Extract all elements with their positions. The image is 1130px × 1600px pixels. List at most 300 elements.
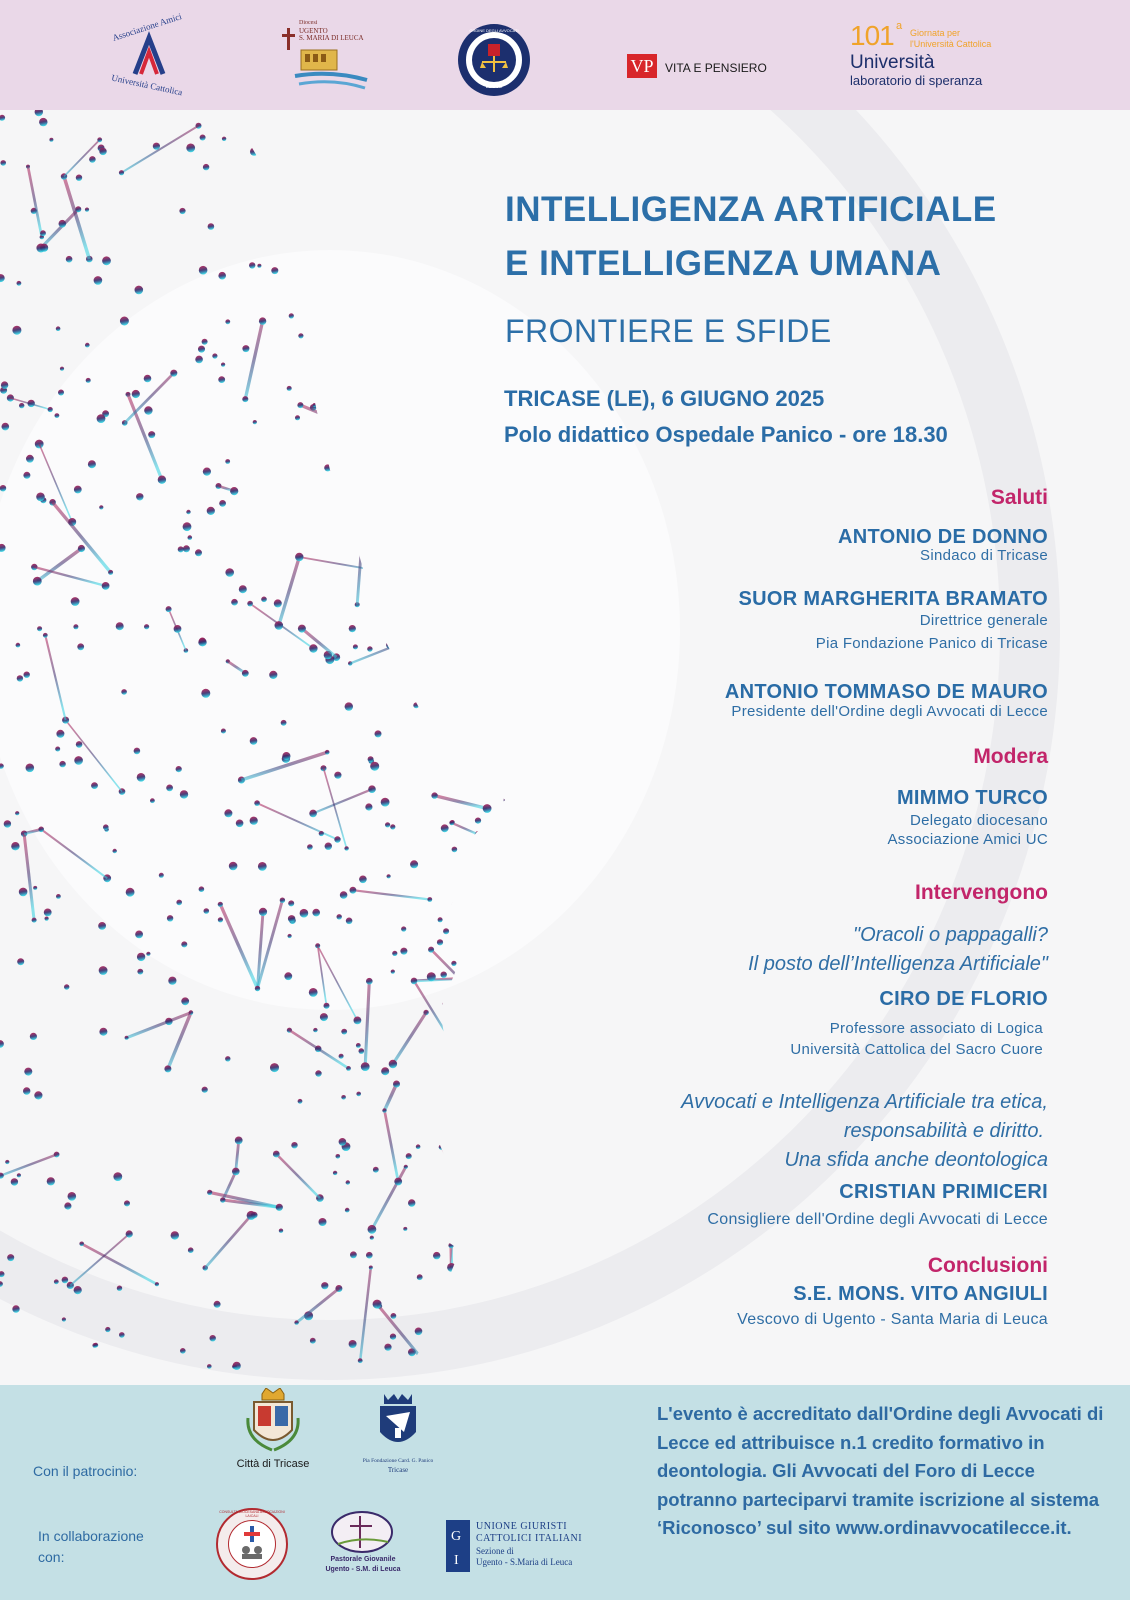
network-link	[471, 959, 490, 1019]
network-node	[401, 120, 406, 125]
network-node	[16, 643, 21, 648]
giornata-universita-logo	[850, 20, 1020, 90]
network-node	[273, 1151, 280, 1158]
network-node	[460, 418, 467, 425]
network-node	[198, 346, 205, 353]
network-node	[478, 1217, 482, 1221]
network-link	[41, 209, 78, 248]
network-node	[99, 505, 103, 509]
network-node	[469, 132, 477, 140]
network-node	[288, 900, 294, 906]
network-node	[341, 1095, 346, 1100]
network-link	[299, 557, 386, 572]
network-node	[346, 1180, 350, 1184]
network-link	[349, 264, 409, 329]
network-node	[88, 460, 96, 468]
network-node	[385, 822, 390, 827]
network-node	[368, 1225, 377, 1234]
amici-uc-line2: Università Cattolica	[110, 72, 184, 98]
network-node	[134, 748, 141, 755]
network-node	[176, 900, 182, 906]
network-link	[24, 834, 34, 920]
network-link	[28, 167, 42, 238]
network-node	[448, 1243, 453, 1248]
speaker1-name: ANTONIO DE DONNO	[838, 526, 1048, 548]
network-link	[1, 1155, 57, 1176]
diocesi-line1: Diocesi	[299, 20, 318, 26]
event-place: Polo didattico Ospedale Panico - ore 18.30	[504, 422, 948, 447]
network-node	[19, 888, 28, 897]
network-node	[380, 220, 384, 224]
network-node	[345, 702, 353, 710]
network-link	[452, 1155, 480, 1219]
network-node	[181, 941, 187, 947]
network-node	[460, 176, 468, 184]
network-node	[459, 175, 464, 180]
vita-e-pensiero-logo	[627, 54, 767, 80]
network-node	[30, 1033, 37, 1040]
network-node	[271, 267, 278, 274]
network-node	[307, 844, 313, 850]
network-node	[40, 244, 48, 252]
network-node	[346, 918, 353, 925]
network-node	[239, 585, 247, 593]
network-node	[166, 785, 173, 792]
network-node	[164, 1065, 171, 1072]
network-node	[441, 824, 449, 832]
network-node	[235, 1137, 243, 1145]
network-node	[56, 894, 61, 899]
network-node	[347, 262, 351, 266]
network-node	[294, 1320, 298, 1324]
network-node	[328, 444, 333, 449]
network-node	[484, 179, 491, 186]
network-node	[137, 953, 145, 961]
network-link	[385, 1084, 397, 1111]
network-node	[413, 702, 419, 708]
network-node	[463, 1126, 471, 1134]
network-node	[258, 862, 267, 871]
network-node	[203, 164, 209, 170]
network-node	[98, 922, 106, 930]
network-node	[165, 1018, 172, 1025]
network-node	[422, 134, 427, 139]
network-node	[366, 1252, 373, 1259]
network-node	[375, 233, 381, 239]
network-node	[256, 124, 262, 130]
network-node	[345, 1208, 350, 1213]
network-node	[485, 461, 490, 466]
network-node	[33, 577, 42, 586]
moderator-name: MIMMO TURCO	[896, 787, 1048, 809]
network-node	[475, 818, 481, 824]
network-node	[38, 827, 44, 833]
network-node	[359, 1048, 365, 1054]
network-link	[220, 904, 257, 988]
network-node	[47, 1177, 55, 1185]
network-node	[195, 356, 203, 364]
network-node	[113, 849, 117, 853]
network-node	[391, 1313, 397, 1319]
network-node	[102, 582, 110, 590]
network-node	[342, 363, 348, 369]
network-node	[144, 624, 149, 629]
network-link	[365, 981, 369, 1066]
network-node	[282, 752, 290, 760]
network-node	[370, 762, 379, 771]
network-node	[257, 264, 261, 268]
amici-uc-line1: Associazione Amici	[111, 11, 183, 43]
network-link	[441, 1147, 479, 1219]
network-node	[186, 510, 190, 514]
network-node	[232, 1364, 237, 1369]
network-link	[66, 720, 122, 792]
network-node	[350, 1251, 357, 1258]
network-node	[446, 1036, 453, 1043]
talk1-speaker: CIRO DE FLORIO	[879, 988, 1048, 1010]
vp-mark: VP	[627, 54, 657, 78]
network-node	[24, 672, 30, 678]
network-node	[340, 891, 348, 899]
network-node	[62, 1317, 66, 1321]
network-node	[401, 926, 406, 931]
network-node	[0, 274, 5, 282]
network-node	[427, 897, 432, 902]
network-link	[452, 823, 479, 835]
saluti-heading: Saluti	[990, 486, 1048, 509]
network-link	[435, 796, 488, 809]
collab-line1: In collaborazione	[38, 1528, 144, 1544]
network-node	[73, 624, 78, 629]
network-node	[363, 303, 371, 311]
network-node	[486, 139, 492, 145]
network-node	[7, 1254, 14, 1261]
network-link	[45, 635, 65, 720]
network-node	[218, 272, 226, 280]
network-node	[319, 290, 327, 298]
network-node	[337, 914, 342, 919]
giornata-line2: l'Università Cattolica	[910, 39, 992, 49]
speaker1-role: Sindaco di Tricase	[920, 547, 1048, 564]
network-node	[207, 1364, 212, 1369]
ugci-line2: CATTOLICI ITALIANI	[476, 1533, 583, 1544]
network-node	[158, 476, 166, 484]
network-node	[137, 773, 146, 782]
network-node	[370, 533, 379, 542]
network-node	[166, 606, 172, 612]
network-node	[37, 626, 42, 631]
network-link	[10, 398, 50, 410]
network-node	[309, 644, 317, 652]
network-node	[315, 1070, 321, 1076]
network-node	[221, 729, 226, 734]
ugci-line3: Sezione di	[476, 1546, 514, 1556]
accreditation-text: L'evento è accreditato dall'Ordine degli Avvocati di Lecce ed attribuisce n.1 credito formativo in deontologia. Gli Avvocati del Foro di Lecce potranno parteciparvi tramite iscrizione al sistema ‘Riconosco’ sul sito www.ordinavvocatilecce.it.	[657, 1403, 1104, 1539]
network-link	[450, 1020, 471, 1040]
network-link	[205, 1215, 251, 1268]
network-node	[121, 689, 127, 695]
network-node	[392, 951, 397, 956]
network-node	[39, 118, 47, 126]
network-node	[0, 485, 6, 491]
network-node	[297, 402, 303, 408]
network-node	[234, 110, 242, 116]
network-link	[487, 158, 508, 182]
conclusion-role: Vescovo di Ugento - Santa Maria di Leuca	[737, 1311, 1048, 1328]
network-node	[247, 1211, 256, 1220]
vp-text: VITA E PENSIERO	[665, 61, 767, 75]
network-node	[230, 487, 238, 495]
network-node	[91, 782, 98, 789]
network-node	[349, 1340, 357, 1348]
network-node	[231, 599, 238, 606]
speaker2-name: SUOR MARGHERITA BRAMATO	[738, 588, 1048, 610]
network-node	[207, 507, 215, 515]
network-node	[64, 984, 69, 989]
network-node	[86, 378, 91, 383]
talk2-title-line3: Una sfida anche deontologica	[784, 1149, 1048, 1171]
network-node	[453, 155, 458, 160]
network-node	[97, 137, 102, 142]
network-node	[24, 1068, 32, 1076]
network-node	[431, 792, 437, 798]
network-node	[97, 414, 106, 423]
network-node	[136, 493, 143, 500]
network-node	[456, 1313, 460, 1317]
svg-text:G: G	[451, 1529, 462, 1544]
giornata-line1: Giornata per	[910, 28, 961, 38]
network-node	[341, 1029, 347, 1035]
network-node	[375, 730, 382, 737]
network-node	[259, 908, 267, 916]
network-node	[365, 803, 372, 810]
network-node	[504, 369, 510, 375]
network-node	[68, 1192, 77, 1201]
network-node	[474, 987, 483, 996]
network-node	[498, 714, 505, 721]
network-node	[346, 1066, 351, 1071]
network-node	[232, 1168, 240, 1176]
network-link	[297, 1289, 339, 1323]
network-node	[242, 345, 249, 352]
network-node	[386, 459, 390, 463]
network-node	[221, 363, 225, 367]
network-node	[146, 952, 150, 956]
network-node	[451, 961, 456, 966]
network-link	[328, 468, 392, 516]
network-link	[64, 177, 89, 260]
network-node	[490, 478, 496, 484]
network-node	[220, 1197, 225, 1202]
network-node	[411, 978, 418, 985]
network-node	[181, 997, 189, 1005]
network-node	[464, 1040, 472, 1048]
network-node	[0, 160, 6, 166]
network-link	[377, 1304, 431, 1370]
network-link	[383, 143, 447, 175]
network-node	[137, 969, 143, 975]
network-node	[354, 468, 360, 474]
network-node	[135, 286, 144, 295]
network-link	[416, 705, 501, 717]
network-node	[15, 811, 19, 815]
network-node	[261, 597, 267, 603]
moderator-role2: Associazione Amici UC	[887, 831, 1048, 848]
network-node	[462, 1265, 468, 1271]
network-node	[452, 847, 458, 853]
network-node	[200, 135, 206, 141]
network-node	[443, 928, 449, 934]
network-node	[279, 1229, 283, 1233]
network-node	[497, 934, 503, 940]
diocesi-line3: S. MARIA DI LEUCA	[299, 34, 364, 42]
network-node	[289, 313, 294, 318]
network-node	[360, 520, 367, 527]
network-node	[433, 1252, 440, 1259]
network-node	[442, 1003, 446, 1007]
network-link	[357, 524, 363, 605]
network-node	[78, 545, 85, 552]
network-node	[250, 817, 258, 825]
network-node	[44, 909, 52, 917]
network-node	[480, 999, 487, 1006]
network-node	[324, 464, 331, 471]
network-node	[432, 627, 437, 632]
network-node	[250, 737, 258, 745]
svg-text:I: I	[454, 1553, 459, 1568]
network-node	[380, 140, 386, 146]
network-node	[309, 810, 317, 818]
network-node	[125, 1036, 129, 1040]
network-node	[219, 500, 226, 507]
network-node	[77, 643, 84, 650]
network-node	[199, 266, 208, 275]
network-node	[288, 915, 295, 922]
network-node	[0, 1281, 3, 1287]
network-node	[113, 1172, 122, 1181]
network-node	[242, 396, 248, 402]
consulta-text: CONSULTA DIOCESANA ASSOCIAZIONI LAICALI	[219, 1510, 285, 1518]
network-node	[58, 390, 64, 396]
network-node	[390, 824, 395, 829]
network-node	[300, 233, 309, 242]
network-node	[467, 1136, 474, 1143]
network-node	[180, 1348, 186, 1354]
network-node	[225, 568, 234, 577]
network-link	[414, 981, 450, 1039]
diocesi-logo	[285, 20, 375, 92]
network-node	[17, 958, 24, 965]
network-node	[0, 115, 5, 121]
network-node	[170, 370, 177, 377]
network-node	[426, 558, 431, 563]
network-node	[269, 671, 277, 679]
conclusion-name: S.E. MONS. VITO ANGIULI	[793, 1283, 1048, 1305]
network-node	[438, 917, 443, 922]
network-node	[66, 256, 73, 263]
network-node	[132, 390, 140, 398]
network-node	[26, 455, 34, 463]
network-node	[242, 670, 249, 677]
network-node	[480, 310, 486, 316]
network-node	[453, 339, 460, 346]
network-node	[49, 138, 53, 142]
network-link	[372, 1167, 406, 1230]
network-link	[350, 630, 435, 663]
network-node	[493, 304, 497, 308]
network-node	[319, 307, 325, 313]
speaker2-role1: Direttrice generale	[919, 612, 1048, 629]
network-node	[74, 1286, 82, 1294]
network-node	[434, 349, 442, 357]
pastorale-line1: Pastorale Giovanile	[330, 1556, 396, 1563]
network-node	[381, 798, 390, 807]
network-node	[463, 1276, 470, 1283]
network-node	[482, 155, 490, 163]
network-node	[437, 314, 445, 322]
network-node	[4, 820, 11, 827]
network-node	[144, 375, 152, 383]
network-node	[287, 386, 292, 391]
network-node	[381, 1067, 389, 1075]
network-node	[400, 948, 407, 955]
network-node	[319, 831, 324, 836]
cross-icon	[287, 28, 290, 50]
network-link	[41, 829, 107, 878]
network-node	[391, 970, 395, 974]
network-node	[218, 376, 225, 383]
network-node	[178, 546, 184, 552]
network-node	[394, 1178, 402, 1186]
network-link	[371, 544, 426, 603]
network-node	[479, 1046, 485, 1052]
network-node	[485, 1350, 492, 1357]
network-node	[188, 1247, 194, 1253]
network-node	[335, 238, 339, 242]
network-node	[85, 208, 89, 212]
network-link	[385, 1111, 399, 1182]
network-node	[148, 431, 155, 438]
network-node	[450, 1152, 455, 1157]
network-node	[48, 407, 53, 412]
network-node	[59, 761, 65, 767]
network-node	[186, 144, 195, 153]
network-node	[348, 470, 357, 479]
network-node	[336, 388, 345, 397]
network-node	[369, 1266, 373, 1270]
network-node	[250, 148, 258, 156]
network-node	[339, 1138, 347, 1146]
network-node	[222, 137, 226, 141]
fondazione-sub: Tricase	[387, 1466, 409, 1474]
network-node	[253, 420, 257, 424]
network-node	[79, 1242, 84, 1247]
network-link	[279, 557, 300, 625]
network-node	[487, 1127, 495, 1135]
network-link	[236, 1140, 239, 1171]
network-node	[135, 931, 143, 939]
network-node	[255, 986, 260, 991]
talk1-title-line2: Il posto dell’Intelligenza Artificiale"	[748, 953, 1048, 975]
network-link	[438, 313, 483, 353]
network-link	[70, 1234, 129, 1285]
network-node	[56, 326, 61, 331]
network-node	[0, 544, 6, 552]
network-node	[403, 1227, 407, 1231]
network-node	[324, 1003, 330, 1009]
network-node	[443, 276, 448, 281]
network-node	[348, 411, 353, 416]
